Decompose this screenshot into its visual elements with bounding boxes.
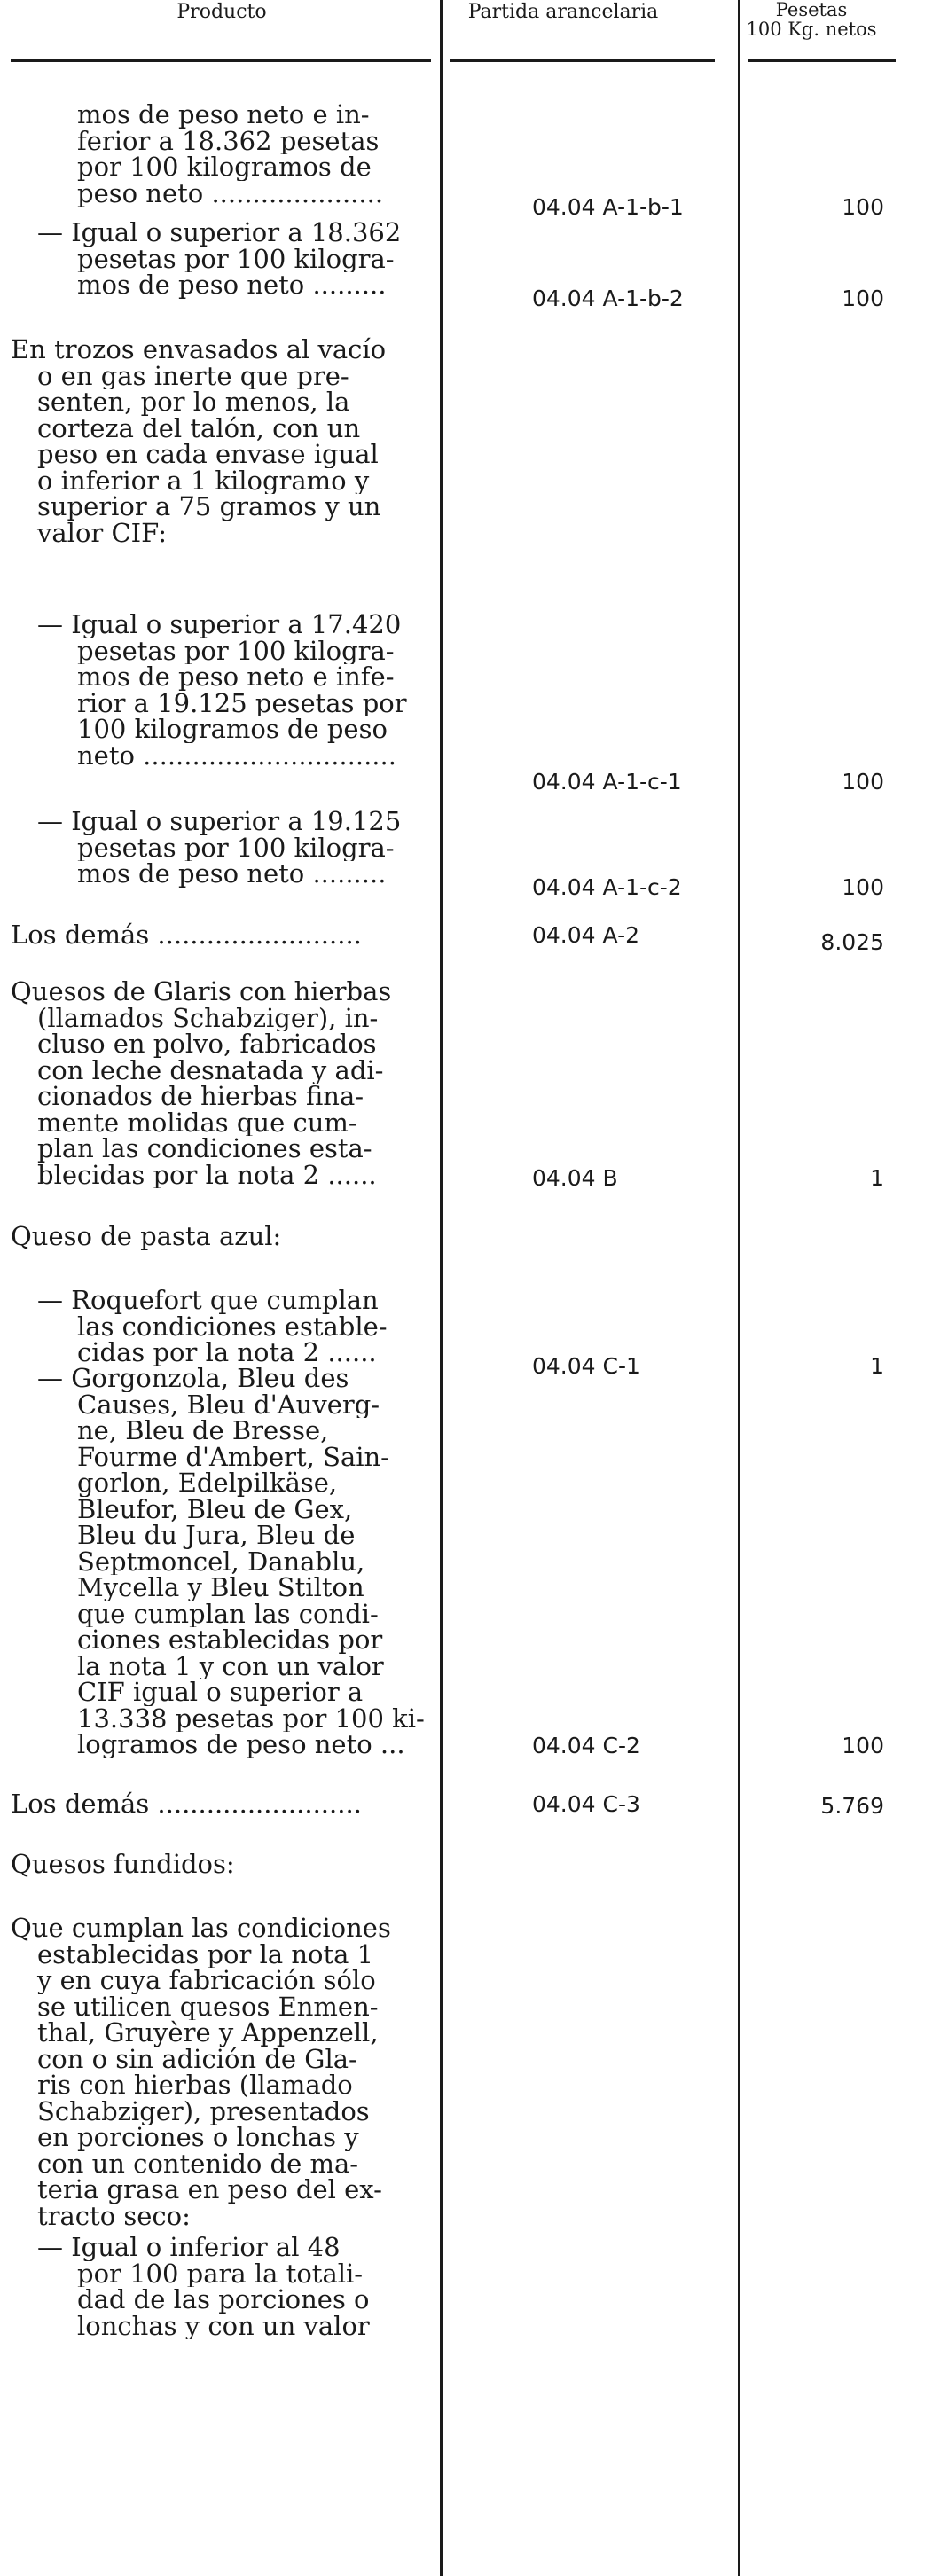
entry-line: con un contenido de ma- — [37, 2150, 359, 2177]
entry-line: plan las condiciones esta- — [37, 1136, 372, 1163]
entry-line: por 100 kilogramos de — [77, 154, 372, 181]
entry-block — [11, 809, 433, 888]
header-rule-left — [11, 59, 431, 62]
entry-line: — Igual o superior a 17.420 — [37, 612, 402, 638]
entry-line: 100 kilogramos de peso — [77, 716, 388, 743]
entry-line: Los demás ......................... — [11, 1791, 362, 1818]
tariff-code: 04.04 C-2 — [532, 1733, 640, 1758]
entry-line: Los demás ......................... — [11, 922, 362, 949]
tariff-code: 04.04 B — [532, 1165, 618, 1191]
entry-block — [11, 1915, 433, 2229]
entry-line: mos de peso neto e in- — [77, 102, 370, 129]
header-rule-right — [748, 59, 896, 62]
entry-line: mos de peso neto ......... — [77, 272, 387, 299]
entry-line: ferior a 18.362 pesetas — [77, 128, 380, 154]
peseta-value: 100 — [842, 194, 884, 220]
entry-line: cionados de hierbas fina- — [37, 1084, 364, 1110]
entry-line: CIF igual o superior a — [77, 1679, 364, 1706]
entry-block — [11, 612, 433, 769]
peseta-value: 5.769 — [820, 1793, 884, 1819]
peseta-value: 100 — [842, 769, 884, 795]
entry-line: Bleu du Jura, Bleu de — [77, 1523, 356, 1549]
entry-line: establecidas por la nota 1 — [37, 1941, 374, 1968]
entry-block — [11, 979, 433, 1188]
entry-line: peso en cada envase igual — [37, 442, 379, 468]
peseta-value: 8.025 — [820, 929, 884, 955]
entry-line: neto ............................... — [77, 742, 396, 769]
entry-line: o inferior a 1 kilogramo y — [37, 467, 370, 494]
entry-line: mos de peso neto ......... — [77, 861, 387, 888]
entry-line: lonchas y con un valor — [77, 2313, 370, 2339]
column-header-producto: Producto — [176, 1, 267, 23]
entry-line: — Igual o superior a 18.362 — [37, 220, 402, 247]
entry-line: pesetas por 100 kilogra- — [77, 834, 395, 861]
entry-line: — Gorgonzola, Bleu des — [37, 1366, 349, 1392]
entry-line: con o sin adición de Gla- — [37, 2046, 357, 2072]
entry-block — [11, 2235, 433, 2339]
tariff-code: 04.04 C-3 — [532, 1791, 640, 1817]
entry-block — [11, 1288, 433, 1366]
entry-line: Schabziger), presentados — [37, 2098, 370, 2125]
entry-block — [11, 1852, 433, 1878]
entry-line: valor CIF: — [37, 520, 167, 546]
entry-line: Que cumplan las condiciones — [11, 1915, 391, 1942]
entry-line: que cumplan las condi- — [77, 1601, 379, 1627]
entry-line: senten, por lo menos, la — [37, 389, 350, 416]
entry-line: Fourme d'Ambert, Sain- — [77, 1444, 389, 1470]
entry-line: Quesos fundidos: — [11, 1852, 235, 1878]
entry-line: (llamados Schabziger), in- — [37, 1005, 379, 1031]
peseta-value: 1 — [870, 1165, 884, 1191]
entry-line: peso neto ..................... — [77, 180, 384, 207]
entry-line: Bleufor, Bleu de Gex, — [77, 1496, 353, 1523]
entry-line: o en gas inerte que pre- — [37, 363, 349, 389]
column-divider-2 — [738, 0, 740, 2576]
entry-line: logramos de peso neto ... — [77, 1732, 405, 1758]
tariff-code: 04.04 A-1-c-2 — [532, 874, 682, 900]
entry-line: mos de peso neto e infe- — [77, 664, 395, 691]
tariff-code: 04.04 A-1-b-1 — [532, 194, 684, 220]
entry-line: tracto seco: — [37, 2203, 191, 2229]
entry-line: en porciones o lonchas y — [37, 2125, 359, 2151]
entry-block — [11, 1224, 433, 1250]
entry-line: se utilicen quesos Enmen- — [37, 1993, 379, 2020]
entry-line: — Roquefort que cumplan — [37, 1288, 379, 1314]
tariff-code: 04.04 A-1-b-2 — [532, 286, 684, 311]
peseta-value: 100 — [842, 874, 884, 900]
entry-line: En trozos envasados al vacío — [11, 337, 387, 364]
column-divider-1 — [440, 0, 443, 2576]
entry-line: — Igual o inferior al 48 — [37, 2235, 341, 2261]
entry-line: ris con hierbas (llamado — [37, 2072, 353, 2099]
column-header-pesetas-line2: 100 Kg. netos — [746, 19, 877, 40]
tariff-code: 04.04 A-2 — [532, 922, 639, 948]
entry-block — [11, 1791, 433, 1818]
entry-line: ciones establecidas por — [77, 1627, 383, 1654]
entry-line: cluso en polvo, fabricados — [37, 1031, 377, 1058]
tariff-code: 04.04 A-1-c-1 — [532, 769, 682, 795]
entry-block — [11, 1366, 433, 1758]
entry-line: rior a 19.125 pesetas por — [77, 690, 407, 716]
entry-line: ne, Bleu de Bresse, — [77, 1418, 329, 1445]
column-header-partida: Partida arancelaria — [467, 1, 659, 23]
peseta-value: 100 — [842, 1733, 884, 1758]
entry-line: gorlon, Edelpilkäse, — [77, 1470, 338, 1497]
entry-line: cidas por la nota 2 ...... — [77, 1340, 377, 1366]
entry-line: superior a 75 gramos y un — [37, 494, 381, 521]
entry-line: Causes, Bleu d'Auverg- — [77, 1391, 380, 1418]
entry-line: dad de las porciones o — [77, 2287, 370, 2314]
entry-line: — Igual o superior a 19.125 — [37, 809, 402, 835]
entry-block — [11, 102, 433, 207]
entry-line: Mycella y Bleu Stilton — [77, 1575, 364, 1601]
entry-line: y en cuya fabricación sólo — [37, 1968, 376, 1994]
entry-line: mente molidas que cum- — [37, 1109, 357, 1136]
entry-block — [11, 922, 433, 949]
tariff-code: 04.04 C-1 — [532, 1353, 640, 1379]
entry-line: por 100 para la totali- — [77, 2260, 364, 2287]
entry-line: 13.338 pesetas por 100 ki- — [77, 1705, 425, 1732]
entry-line: corteza del talón, con un — [37, 415, 361, 442]
entry-line: la nota 1 y con un valor — [77, 1653, 384, 1679]
entry-line: Septmoncel, Danablu, — [77, 1548, 365, 1575]
peseta-value: 1 — [870, 1353, 884, 1379]
entry-line: blecidas por la nota 2 ...... — [37, 1162, 377, 1188]
entry-line: Queso de pasta azul: — [11, 1224, 282, 1250]
entry-line: thal, Gruyère y Appenzell, — [37, 2020, 379, 2047]
peseta-value: 100 — [842, 286, 884, 311]
header-rule-middle — [450, 59, 715, 62]
entry-line: con leche desnatada y adi- — [37, 1057, 384, 1084]
column-header-pesetas — [732, 0, 891, 39]
entry-line: pesetas por 100 kilogra- — [77, 638, 395, 664]
entry-line: las condiciones estable- — [77, 1313, 388, 1340]
column-header-pesetas-line1: Pesetas — [775, 0, 848, 20]
entry-line: teria grasa en peso del ex- — [37, 2177, 382, 2204]
entry-line: Quesos de Glaris con hierbas — [11, 979, 392, 1006]
entry-line: pesetas por 100 kilogra- — [77, 246, 395, 272]
entry-block — [11, 337, 433, 546]
entry-block — [11, 220, 433, 299]
